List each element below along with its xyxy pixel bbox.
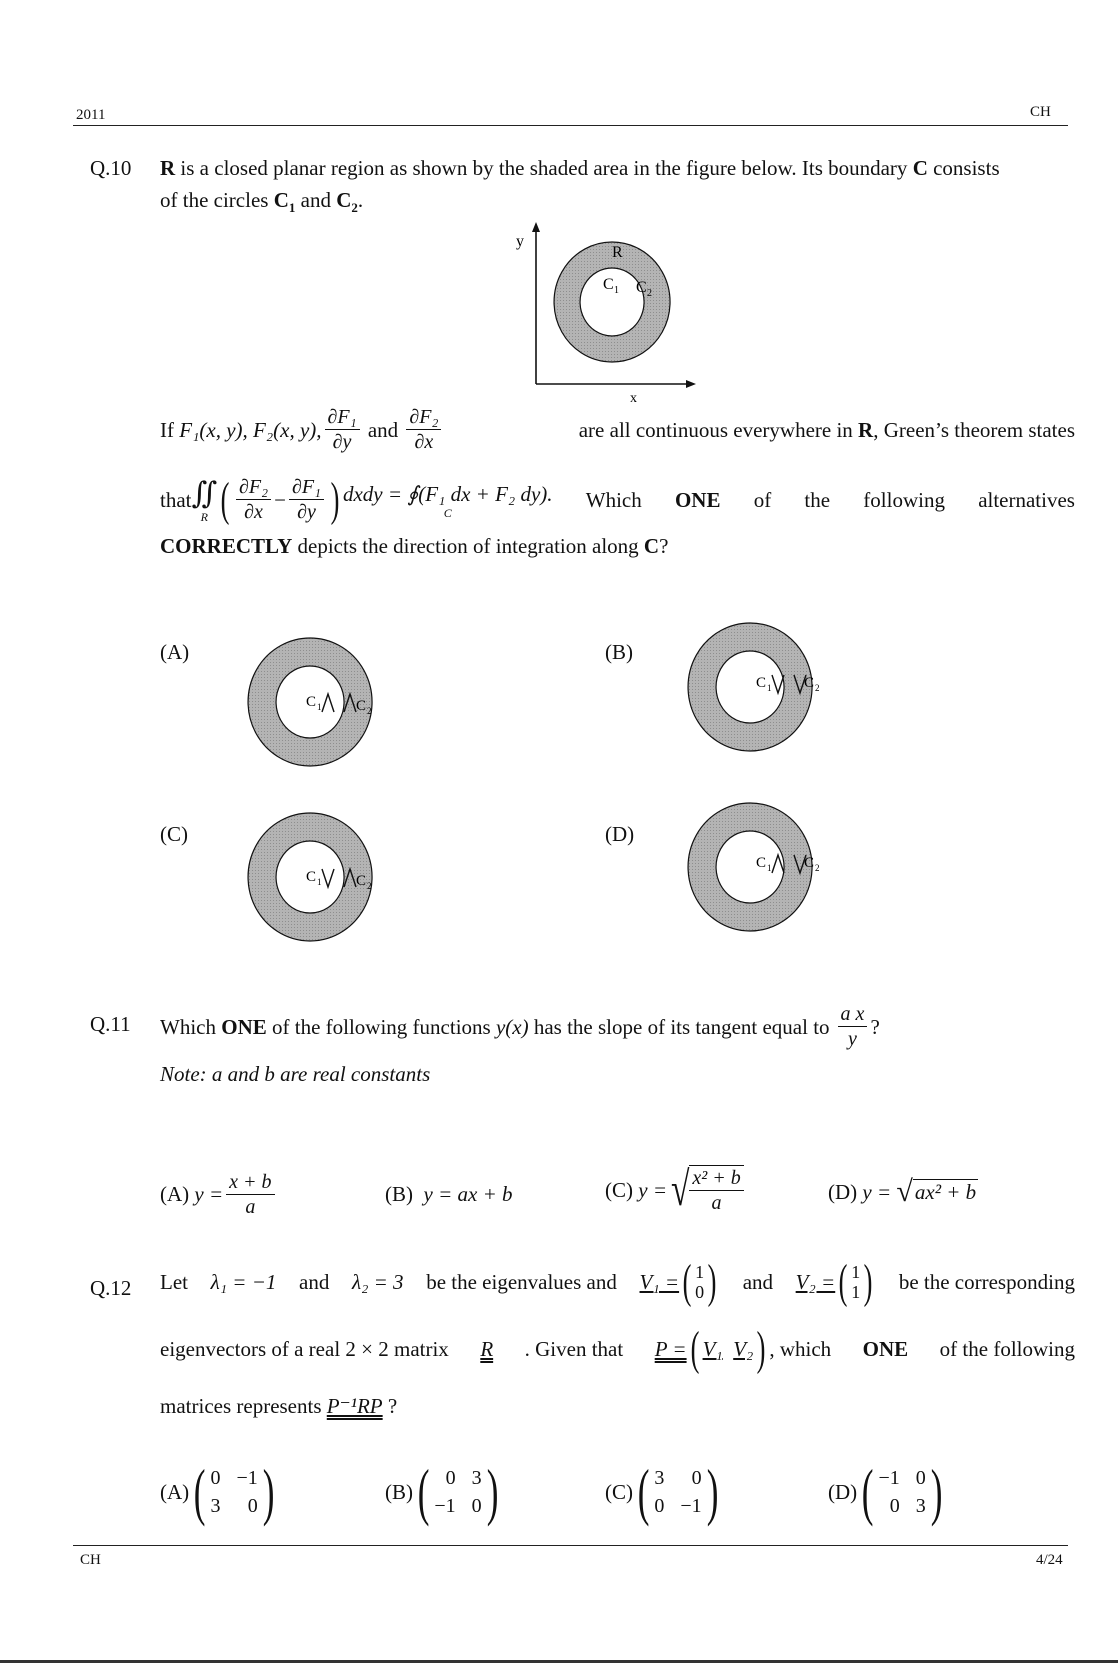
q12-option-c[interactable]: [605, 1456, 723, 1527]
q10-c2: C: [336, 188, 352, 212]
q12-be-corr: be the corresponding: [898, 1270, 1075, 1294]
footer-page-number: 4/24: [1036, 1552, 1063, 1568]
q11-b-label: (B): [385, 1182, 413, 1206]
b21: −1: [434, 1495, 456, 1517]
lparen: (: [838, 1255, 848, 1308]
inner-sub: 1: [767, 863, 772, 873]
q11-slope-num: a x: [838, 1002, 868, 1027]
q11-number: Q.11: [90, 1012, 131, 1036]
outer-label: C: [356, 698, 367, 714]
outer-label: C: [356, 873, 367, 889]
inner-label: C: [306, 694, 317, 710]
q11-d-sqrt-icon: √: [896, 1175, 913, 1208]
q10-frac2-num: ∂F₂: [406, 405, 441, 430]
q12-v1-vector: [679, 1255, 720, 1308]
q10-direction-end: ?: [659, 534, 669, 558]
q10-integral-sub: R: [200, 509, 208, 524]
q10-the: the: [804, 487, 831, 512]
q10-intro-text: is a closed planar region as shown by the shaded area in the figure below. Its boundary: [175, 156, 913, 180]
q10-alternatives: alternatives: [978, 487, 1075, 512]
q11-slope-den: y: [848, 1028, 857, 1050]
q11-c-frac: [689, 1165, 743, 1215]
q12-lambda2: λ₂ = 3: [351, 1270, 404, 1294]
q11-a-den: a: [245, 1196, 256, 1218]
q12-line2: [160, 1322, 1075, 1375]
annulus: [688, 623, 815, 751]
q11-one: ONE: [221, 1014, 267, 1039]
q12-d-label: (D): [828, 1479, 858, 1504]
q12-v1: V₁ =: [639, 1270, 680, 1294]
b11: 0: [445, 1467, 456, 1489]
q11-func: y(x): [495, 1014, 529, 1039]
inner-circle-sub: 1: [614, 285, 619, 296]
inner-arrow-up-icon: [772, 855, 784, 873]
q10-intro: [160, 152, 1075, 224]
q10-frac1-num: ∂F₁: [325, 405, 360, 430]
q11-a-label: (A): [160, 1182, 190, 1206]
q11-text: [160, 1002, 880, 1051]
rparen: ): [486, 1456, 499, 1527]
outer-label: C: [804, 675, 815, 691]
annulus: [688, 803, 815, 931]
q11-d-lhs: y =: [862, 1179, 892, 1204]
q12-r-matrix: R: [480, 1337, 494, 1361]
q12-lambda1: λ₁ = −1: [210, 1270, 277, 1294]
q11-text-post: has the slope of its tangent equal to: [533, 1014, 830, 1039]
c22: −1: [680, 1495, 702, 1517]
q12-let: Let: [160, 1270, 188, 1294]
a21: 3: [210, 1495, 221, 1517]
lparen: (: [637, 1456, 650, 1527]
q10-option-a-label[interactable]: (A): [160, 640, 190, 664]
c21: 0: [654, 1495, 665, 1517]
q12-line3: [160, 1390, 397, 1422]
outer-label: C: [804, 855, 815, 871]
rparen: ): [707, 1255, 717, 1308]
footer-paper-code: CH: [80, 1552, 101, 1568]
outer-sub: 2: [367, 881, 372, 891]
q11-option-a[interactable]: [160, 1170, 278, 1219]
q12-v2-vector: [835, 1255, 876, 1308]
q10-option-d-label[interactable]: (D): [605, 822, 635, 846]
q11-a-frac: [226, 1170, 274, 1219]
q10-direction: depicts the direction of integration along: [292, 534, 644, 558]
header-year: 2011: [76, 107, 106, 123]
inner-label: C: [756, 855, 767, 871]
q10-that: that: [160, 487, 192, 512]
q10-figure: [500, 222, 700, 402]
q10-intro-line2: of the circles: [160, 188, 274, 212]
inner-label: C: [306, 869, 317, 885]
d12: 0: [915, 1467, 926, 1489]
q10-greens: , Green’s theorem states: [873, 417, 1075, 442]
q10-line-correctly: [160, 530, 668, 562]
q12-b-label: (B): [385, 1479, 413, 1504]
q10-bold-r2: R: [858, 417, 874, 442]
lparen: (: [193, 1456, 206, 1527]
q12-c-label: (C): [605, 1479, 633, 1504]
q12-option-b[interactable]: [385, 1456, 503, 1527]
q10-option-d-figure[interactable]: [680, 797, 860, 937]
lparen: (: [682, 1255, 692, 1308]
outer-sub: 2: [367, 706, 372, 716]
q10-one: ONE: [674, 487, 721, 512]
q10-correctly: CORRECTLY: [160, 534, 293, 558]
q10-number: Q.10: [90, 156, 132, 180]
q10-option-b-label[interactable]: (B): [605, 640, 633, 664]
x-axis-arrow-icon: [686, 380, 696, 388]
region-label: R: [612, 244, 623, 261]
q10-frac1-den: ∂y: [332, 431, 352, 453]
a11: 0: [210, 1467, 221, 1489]
q12-line1: [160, 1255, 1075, 1308]
inner-sub: 1: [767, 683, 772, 693]
q11-c-den: a: [711, 1192, 722, 1214]
outer-sub: 2: [815, 863, 820, 873]
q10-line-if: [160, 405, 1075, 454]
q10-double-integral: ∬: [191, 476, 218, 510]
q12-line3-end: ?: [387, 1394, 398, 1418]
q10-which: Which: [585, 487, 642, 512]
q11-c-sqrt-icon: √: [670, 1163, 690, 1216]
inner-circle-label: C: [603, 276, 614, 293]
q10-frac2: [406, 405, 441, 454]
q10-int-frac1-num: ∂F₂: [236, 475, 271, 500]
q10-option-b-figure[interactable]: [680, 617, 860, 757]
q10-of: of: [753, 487, 772, 512]
a22: 0: [247, 1495, 258, 1517]
q10-intro-end: .: [357, 188, 364, 212]
q12-p-v1: V₁: [702, 1337, 723, 1361]
q10-rparen: ): [330, 472, 340, 526]
c12: 0: [691, 1467, 702, 1489]
q12-p-eq: P =: [654, 1337, 687, 1361]
q12-line2-post: , which: [769, 1337, 832, 1361]
q12-v2-0: 1: [851, 1262, 861, 1282]
inner-arrow-down-icon: [322, 869, 334, 887]
q10-c1-sub: 1: [288, 200, 296, 216]
scan-edge-rule: [0, 1660, 1118, 1663]
q10-if: If: [160, 417, 174, 442]
q12-number: Q.12: [90, 1276, 132, 1300]
q11-slope: [838, 1002, 868, 1051]
q11-d-label: (D): [828, 1179, 858, 1204]
q12-v1-0: 1: [695, 1262, 705, 1282]
q10-and: and: [295, 188, 337, 212]
q10-F-functions: F₁(x, y), F₂(x, y),: [179, 417, 322, 442]
d21: 0: [889, 1495, 900, 1517]
q11-d-rad: ax² + b: [914, 1180, 977, 1204]
q12-p-v2: V₂: [733, 1337, 754, 1361]
q12-v1-1: 0: [695, 1282, 705, 1302]
q10-int-rhs: dxdy = ∮(F₁ dx + F₂ dy).: [342, 481, 553, 506]
a12: −1: [236, 1467, 258, 1489]
rparen: ): [706, 1456, 719, 1527]
q10-bold-c: C: [912, 156, 928, 180]
rparen: ): [756, 1322, 766, 1375]
q10-direction-c: C: [643, 534, 660, 558]
q11-option-d[interactable]: [828, 1176, 978, 1208]
lparen: (: [861, 1456, 874, 1527]
q12-and1: and: [299, 1270, 330, 1294]
q11-a-num: x + b: [226, 1170, 274, 1195]
outer-circle-sub: 2: [647, 288, 652, 299]
lparen: (: [690, 1322, 699, 1375]
outer-sub: 2: [815, 683, 820, 693]
inner-sub: 1: [317, 702, 322, 712]
q11-option-b[interactable]: [385, 1182, 512, 1207]
q11-c-num: x² + b: [689, 1166, 743, 1191]
header-paper-code: CH: [1030, 104, 1051, 120]
b12: 3: [471, 1467, 482, 1489]
q12-be-eigen: be the eigenvalues and: [426, 1270, 617, 1294]
d11: −1: [878, 1467, 900, 1489]
c11: 3: [654, 1467, 665, 1489]
q10-option-a-figure[interactable]: [240, 632, 420, 772]
footer-rule: [73, 1545, 1068, 1546]
q10-contour-sub: C: [443, 505, 452, 520]
rparen: ): [262, 1456, 275, 1527]
q12-one: ONE: [862, 1337, 909, 1361]
q11-text-mid: of the following functions: [272, 1014, 491, 1039]
q10-and-word: and: [367, 417, 399, 442]
q10-line-that: [160, 472, 1075, 526]
q10-following: following: [863, 487, 945, 512]
q10-intro-text2: consists: [927, 156, 1000, 180]
q10-int-frac1: [236, 475, 271, 524]
q12-line3-expr: P⁻¹RP: [326, 1394, 383, 1418]
q10-option-c-figure[interactable]: [240, 807, 420, 947]
q10-c2-sub: 2: [351, 200, 358, 216]
q11-option-c[interactable]: [605, 1160, 747, 1220]
q11-c-lhs: y =: [638, 1177, 667, 1202]
q10-lparen: (: [220, 472, 230, 526]
q12-and2: and: [742, 1270, 774, 1294]
q10-c1: C: [273, 188, 289, 212]
q10-option-c-label[interactable]: (C): [160, 822, 188, 846]
q10-continuous: are all continuous everywhere in: [578, 417, 853, 442]
y-label: y: [516, 233, 524, 250]
rparen: ): [930, 1456, 943, 1527]
q11-qmark: ?: [870, 1014, 880, 1039]
q10-frac2-den: ∂x: [414, 431, 434, 453]
q10-bold-r: R: [160, 156, 176, 180]
outer-circle-label: C: [636, 279, 647, 296]
b22: 0: [471, 1495, 482, 1517]
q12-line3-pre: matrices represents: [160, 1394, 322, 1418]
q11-text-pre: Which: [160, 1014, 216, 1039]
q12-option-a[interactable]: [160, 1456, 279, 1527]
inner-sub: 1: [317, 877, 322, 887]
header-rule: [73, 125, 1068, 126]
q11-b-expr: y = ax + b: [423, 1182, 513, 1206]
q12-given: . Given that: [524, 1337, 624, 1361]
q11-note: Note: a and b are real constants: [160, 1062, 431, 1086]
q11-c-label: (C): [605, 1177, 633, 1202]
x-label: x: [630, 391, 637, 402]
q12-v2: V₂ =: [795, 1270, 836, 1294]
q10-int-frac2-den: ∂y: [297, 501, 316, 523]
q10-int-frac1-den: ∂x: [244, 501, 263, 523]
inner-label: C: [756, 675, 767, 691]
lparen: (: [417, 1456, 430, 1527]
rparen: ): [863, 1255, 873, 1308]
q11-a-lhs: y =: [194, 1182, 224, 1206]
d22: 3: [915, 1495, 926, 1517]
q10-frac1: [325, 405, 360, 454]
q10-int-minus: −: [274, 487, 286, 512]
q10-int-frac2: [289, 475, 324, 524]
inner-arrow-up-icon: [322, 694, 334, 712]
q12-option-d[interactable]: [828, 1456, 947, 1527]
q12-line2-end: of the following: [939, 1337, 1075, 1361]
y-axis-arrow-icon: [532, 222, 540, 232]
q10-int-frac2-num: ∂F₁: [289, 475, 324, 500]
inner-arrow-down-icon: [772, 675, 784, 693]
q12-v2-1: 1: [851, 1282, 861, 1302]
q12-a-label: (A): [160, 1479, 190, 1504]
q12-line2-pre: eigenvectors of a real 2 × 2 matrix: [160, 1337, 449, 1361]
